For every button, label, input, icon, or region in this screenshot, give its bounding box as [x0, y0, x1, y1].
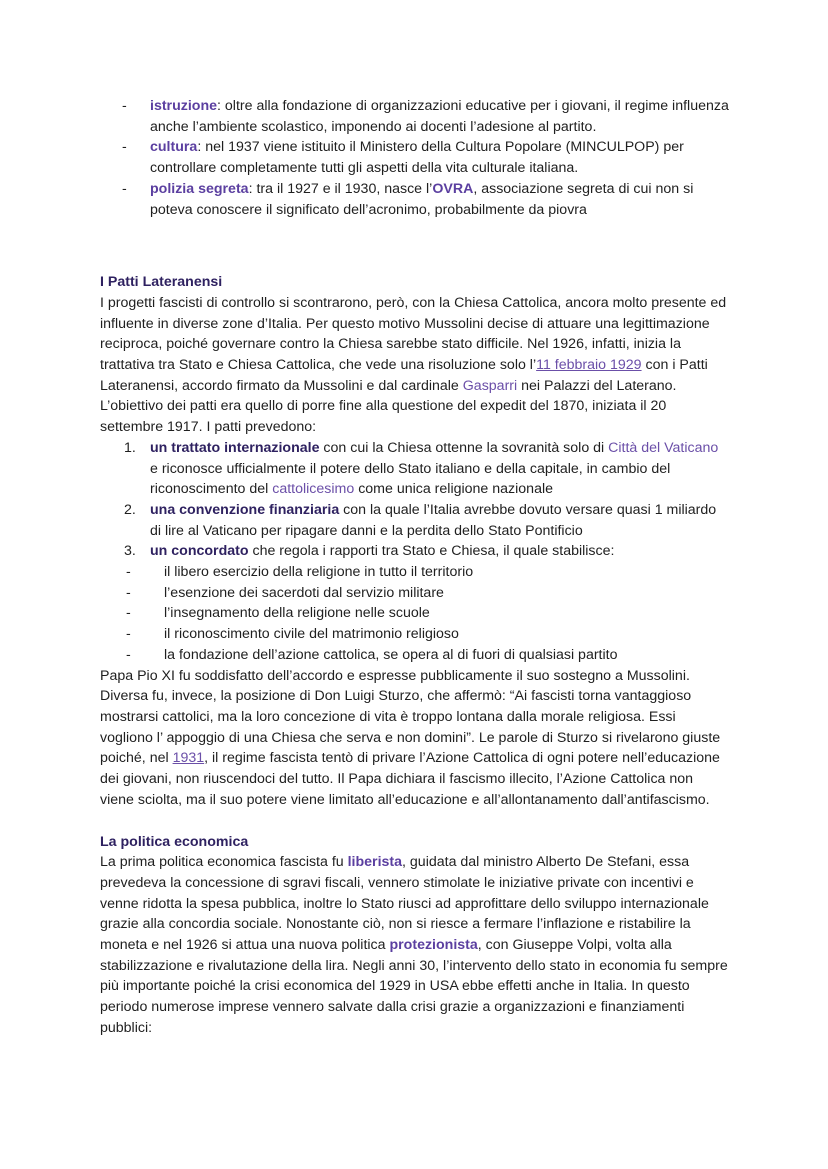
list-item: - l’insegnamento della religione nelle scuole — [100, 603, 730, 624]
paragraph-economia: La prima politica economica fascista fu liberista, guidata dal ministro Alberto De Stefani, essa prevedeva la concessione di sgravi fiscali, vennero stimolate le iniziative private con incentivi e venne ridotta la spesa pubblica, inoltre lo Stato riusci ad approfittare dello sviluppo internazionale grazie alla concordia sociale. Nonostante ciò, non si riesce a fermare l’inflazione e ristabilire la moneta e nel 1926 si attua una nuova politica protezionista, con Giuseppe Volpi, volta alla stabilizzazione e rivalutazione della lira. Negli anni 30, l’intervento dello stato in economia fu sempre più importante poiché la crisi economica del 1929 in USA ebbe effetti anche in Italia. In questo periodo numerose imprese vennero salvate dalla crisi grazie a organizzazioni e finanziamenti pubblici: — [100, 854, 728, 1036]
regime-control-list — [100, 96, 730, 220]
list-item-text: : oltre alla fondazione di organizzazioni educative per i giovani, il regime influenza anche l’ambiente scolastico, imponendo ai docenti l’adesione al partito. — [150, 98, 729, 135]
term-liberista: liberista — [347, 854, 403, 871]
list-item: 2. una convenzione finanziaria con la quale l’Italia avrebbe dovuto versare quasi 1 miliardo di lire al Vaticano per ripagare danni e la perdita dello Stato Pontificio — [124, 501, 717, 539]
term-cultura: cultura — [150, 139, 198, 156]
term-polizia-segreta: polizia segreta — [150, 180, 249, 197]
patti-numbered-list — [100, 438, 730, 562]
paragraph-patti-reactions: Papa Pio XI fu soddisfatto dell’accordo e espresse pubblicamente il suo sostegno a Mussolini. Diversa fu, invece, la posizione di Don Luigi Sturzo, che affermò: “Ai fascisti torna vantaggioso mostrarsi cattolici, ma la loro concezione di vita è troppo lontana dalla morale religiosa. Essi vogliono l’ appoggio di una Chiesa che serva e non domini”. Le parole di Sturzo si rivelarono giuste poiché, nel 1931, il regime fascista tentò di privare l’Azione Cattolica di ogni potere nell’educazione dei giovani, non riuscendoci del tutto. Il Papa dichiara il fascismo illecito, l’Azione Cattolica non viene sciolta, ma il suo potere viene limitato all’educazione e all’allontanamento dall’antifascismo. — [100, 667, 721, 808]
dash-bullet: - — [126, 564, 131, 581]
section-heading-patti: I Patti Lateranensi — [100, 274, 223, 291]
dash-bullet: - — [126, 584, 131, 601]
dash-bullet: - — [126, 605, 131, 622]
dash-bullet: - — [126, 626, 131, 643]
list-item-text: , associazione segreta di cui non si poteva conoscere il significato dell’acronimo, probabilmente da piovra — [150, 180, 694, 218]
dash-bullet: - — [126, 646, 131, 663]
list-item-text: : tra il 1927 e il 1930, nasce l’ — [248, 180, 433, 197]
term-protezionista: protezionista — [389, 937, 478, 954]
list-item — [100, 96, 730, 137]
list-item — [100, 137, 730, 178]
term-trattato: un trattato internazionale — [150, 439, 320, 456]
item-number: 2. — [124, 501, 136, 518]
term-cattolicesimo: cattolicesimo — [272, 481, 355, 498]
dash-bullet: - — [122, 139, 127, 156]
name-gasparri: Gasparri — [462, 377, 518, 394]
list-item: 1. un trattato internazionale con cui la Chiesa ottenne la sovranità solo di Città del Vaticano e riconosce ufficialmente il potere dello Stato italiano e della capitale, in cambio del riconoscimento del cattolicesimo come unica religione nazionale — [124, 439, 719, 498]
term-citta-vaticano: Città del Vaticano — [608, 439, 719, 456]
paragraph-patti-intro: I progetti fascisti di controllo si scontrarono, però, con la Chiesa Cattolica, ancora molto presente ed influente in diverse zone d’Italia. Per questo motivo Mussolini decise di attuare una legittimazione reciproca, poiché governare contro la Chiesa sarebbe stato difficile. Nel 1926, infatti, inizia la trattativa tra Stato e Chiesa Cattolica, che vede una risoluzione solo l’11 febbraio 1929 con i Patti Lateranensi, accordo firmato da Mussolini e dal cardinale Gasparri nei Palazzi del Laterano. L’obiettivo dei patti era quello di porre fine alla questione del expedit del 1870, iniziata il 20 settembre 1917. I patti prevedono: — [100, 294, 727, 436]
list-item: - il libero esercizio della religione in tutto il territorio — [100, 562, 730, 583]
term-convenzione: una convenzione finanziaria — [150, 501, 340, 518]
list-item: - la fondazione dell’azione cattolica, se opera al di fuori di qualsiasi partito — [100, 645, 730, 666]
item-number: 3. — [124, 543, 136, 560]
list-item-text: : nel 1937 viene istituito il Ministero della Cultura Popolare (MINCULPOP) per controllare completamente tutti gli aspetti della vita culturale italiana. — [150, 139, 684, 177]
date-link-1931[interactable]: 1931 — [172, 750, 205, 767]
dash-bullet: - — [122, 180, 127, 197]
term-istruzione: istruzione — [150, 98, 218, 114]
section-heading-economia: La politica economica — [100, 833, 249, 850]
concordato-sub-list — [100, 562, 730, 666]
dash-bullet: - — [122, 98, 127, 114]
document-content — [100, 96, 730, 1039]
list-item: - il riconoscimento civile del matrimonio religioso — [100, 624, 730, 645]
item-number: 1. — [124, 439, 136, 456]
list-item — [100, 179, 730, 220]
term-ovra: OVRA — [432, 180, 474, 197]
list-item: 3. un concordato che regola i rapporti tra Stato e Chiesa, il quale stabilisce: — [100, 541, 730, 562]
date-link-1929[interactable]: 11 febbraio 1929 — [536, 357, 642, 374]
term-concordato: un concordato — [150, 543, 249, 560]
list-item: - l’esenzione dei sacerdoti dal servizio militare — [100, 583, 730, 604]
